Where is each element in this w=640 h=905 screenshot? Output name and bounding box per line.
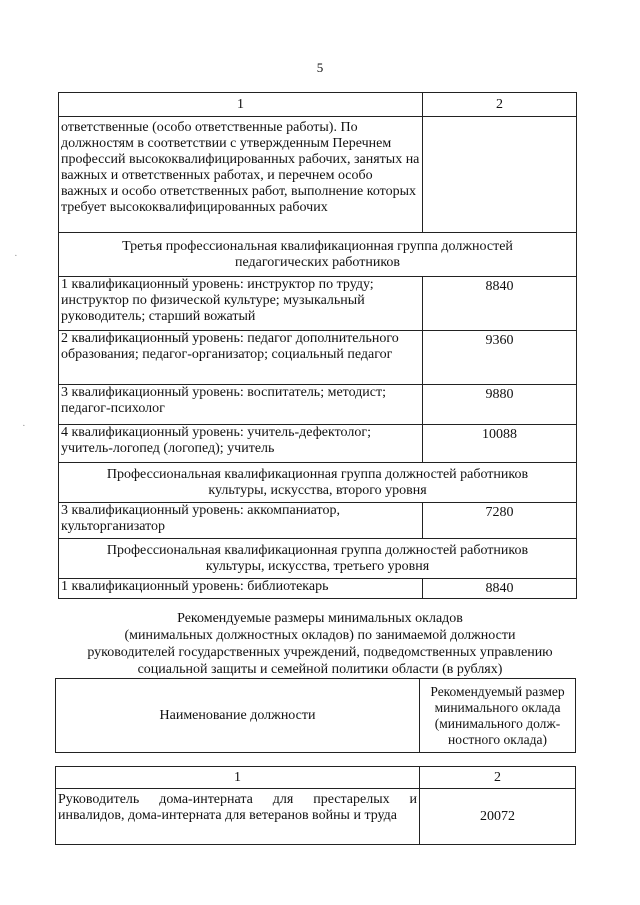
group-title-culture-second: Профессиональная квалификационная группа должностей работников культуры, искусства, второго уровня [59, 463, 577, 503]
position-name: 2 квалификационный уровень: педагог дополнительного образования; педагог-организатор; социальный педагог [59, 331, 423, 385]
column-header-1: 1 [56, 767, 420, 789]
table-row [59, 579, 577, 599]
salary-value: 9880 [423, 385, 577, 425]
table-row [56, 789, 576, 845]
position-name: 4 квалификационный уровень: учитель-дефектолог; учитель-логопед (логопед); учитель [59, 425, 423, 463]
table-row [59, 503, 577, 539]
position-name: 3 квалификационный уровень: аккомпаниатор, культорганизатор [59, 503, 423, 539]
caption-line: (минимальных должностных окладов) по занимаемой должности [124, 628, 516, 643]
caption-line: Рекомендуемые размеры минимальных окладов [177, 611, 463, 626]
position-column-header: Наименование должности [56, 679, 420, 753]
table-header-row [56, 679, 576, 753]
column-header-1: 1 [59, 93, 423, 117]
salary-table-heads [55, 766, 576, 845]
group-title-row [59, 463, 577, 503]
salary-value: 20072 [420, 789, 576, 845]
salary-value: 8840 [423, 277, 577, 331]
table-header-row [56, 767, 576, 789]
salary-value: 8840 [423, 579, 577, 599]
table-row [59, 117, 577, 233]
position-name: 1 квалификационный уровень: инструктор по труду; инструктор по физической культуре; музыкальный руководитель; старший вожатый [59, 277, 423, 331]
salary-table-main [58, 92, 577, 599]
page-number: 5 [316, 60, 324, 75]
position-name: 3 квалификационный уровень: воспитатель; методист; педагог-психолог [59, 385, 423, 425]
salary-column-header: Рекомендуемый размер минимального оклада (минимального долж- ностного оклада) [420, 679, 576, 753]
table-row [59, 331, 577, 385]
group-title-row [59, 233, 577, 277]
table-row [59, 385, 577, 425]
group-title-culture-third: Профессиональная квалификационная группа должностей работников культуры, искусства, третьего уровня [59, 539, 577, 579]
position-name: 1 квалификационный уровень: библиотекарь [59, 579, 423, 599]
column-header-2: 2 [423, 93, 577, 117]
table-row [59, 425, 577, 463]
group-title-row [59, 539, 577, 579]
empty-value-cell [423, 117, 577, 233]
caption-line: руководителей государственных учреждений, подведомственных управлению [87, 645, 553, 660]
table-row [59, 277, 577, 331]
scan-mark: · [14, 250, 18, 262]
column-header-2: 2 [420, 767, 576, 789]
scan-mark: · [22, 420, 26, 432]
table-header-row [59, 93, 577, 117]
salary-value: 9360 [423, 331, 577, 385]
continuation-text: ответственные (особо ответственные работы). По должностям в соответствии с утвержденным Перечнем профессий высококвалифицированных рабочих, занятых на важных и ответственных работах, и перечнем особо важных и особо ответственных работ, выполнение которых требует высококвалифицированных рабочих [59, 117, 423, 233]
caption-line: социальной защиты и семейной политики области (в рублях) [137, 662, 503, 677]
group-title-pedagogical: Третья профессиональная квалификационная группа должностей педагогических работников [59, 233, 577, 277]
salary-value: 7280 [423, 503, 577, 539]
position-name: Руководитель дома-интерната для престарелых и инвалидов, дома-интерната для ветеранов войны и труда [56, 789, 420, 845]
section-caption [30, 610, 610, 678]
salary-value: 10088 [423, 425, 577, 463]
salary-table-header [55, 678, 576, 753]
